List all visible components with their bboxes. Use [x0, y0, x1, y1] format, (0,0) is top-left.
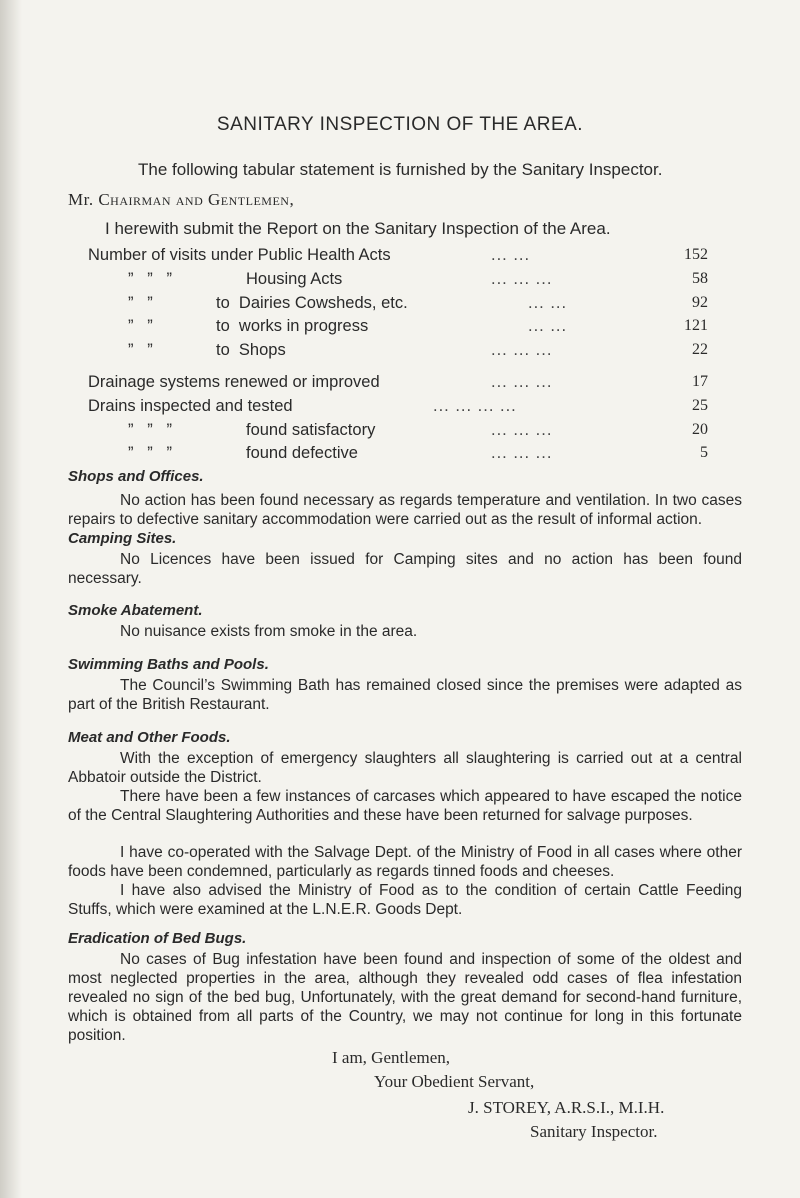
stat-value: 20 — [692, 420, 708, 438]
stat-leader: ... ... ... — [491, 444, 553, 463]
stat-leader: ... ... ... — [491, 269, 553, 288]
stat-value: 58 — [692, 269, 708, 287]
stat-row — [88, 341, 708, 365]
stat-leader: ... ... ... — [491, 420, 553, 439]
page-edge-shadow — [0, 0, 22, 1198]
stat-value: 25 — [692, 396, 708, 414]
paragraph-meat-1: With the exception of emergency slaughters all slaughtering is carried out at a central Abbatoir outside the District. — [68, 750, 742, 786]
section-heading-swimming: Swimming Baths and Pools. — [68, 656, 269, 673]
stat-ditto: ” ” — [128, 341, 153, 360]
paragraph-smoke: No nuisance exists from smoke in the area. — [120, 623, 418, 640]
stat-label: to works in progress — [216, 317, 369, 336]
paragraph-meat-3: I have co-operated with the Salvage Dept. of the Ministry of Food in all cases where other foods have been condemned, particularly as regards tinned foods and cheeses. — [68, 844, 742, 880]
intro-text: The following tabular statement is furnished by the Sanitary Inspector. — [138, 160, 663, 179]
stat-row — [88, 246, 708, 270]
stat-row — [88, 421, 708, 445]
stat-label: found defective — [246, 444, 358, 463]
stat-label: to Shops — [216, 341, 286, 360]
stat-value: 5 — [700, 444, 708, 462]
stat-value: 92 — [692, 293, 708, 311]
salutation-prefix: Mr. — [68, 190, 94, 209]
stat-leader: ... ... — [528, 317, 568, 336]
section-heading-smoke: Smoke Abatement. — [68, 602, 203, 619]
paragraph-shops: No action has been found necessary as regards temperature and ventilation. In two cases repairs to defective sanitary accommodation were carried out as the result of informal action. — [68, 492, 742, 528]
section-heading-camping: Camping Sites. — [68, 530, 177, 547]
salutation — [68, 190, 294, 210]
stat-ditto: ” ” ” — [128, 444, 172, 463]
stat-row — [88, 317, 708, 341]
section-heading-shops: Shops and Offices. — [68, 468, 204, 485]
stat-ditto: ” ” ” — [128, 269, 172, 288]
stat-row — [88, 270, 708, 294]
stat-label: Drainage systems renewed or improved — [88, 372, 380, 391]
signoff-signature: J. STOREY, A.R.S.I., M.I.H. — [468, 1098, 665, 1117]
stat-leader: ... ... — [528, 293, 568, 312]
stat-row — [88, 373, 708, 397]
stat-label: Housing Acts — [246, 269, 343, 288]
salutation-rest: Chairman and Gentlemen, — [98, 190, 295, 209]
paragraph-meat-2: There have been a few instances of carcases which appeared to have escaped the notice of the Central Slaughtering Authorities and these have been returned for salvage purposes. — [68, 788, 742, 824]
signoff-closing: Your Obedient Servant, — [374, 1072, 535, 1091]
stat-value: 17 — [692, 372, 708, 390]
signoff-greeting: I am, Gentlemen, — [332, 1048, 451, 1067]
stat-ditto: ” ” — [128, 317, 153, 336]
paragraph-bugs: No cases of Bug infestation have been found and inspection of some of the oldest and most neglected properties in the area, although they revealed odd cases of flea infestation revealed no sign of the bed bug, Unfortunately, with the great demand for second-hand furniture, which is obtained from all parts of the Country, we may not continue for long in this fortunate position. — [68, 951, 742, 1044]
paragraph-meat-4: I have also advised the Ministry of Food as to the condition of certain Cattle Feeding Stuffs, which were examined at the L.N.E.R. Goods Dept. — [68, 882, 742, 918]
stat-leader: ... ... ... — [491, 341, 553, 360]
stat-row — [88, 397, 708, 421]
stat-row — [88, 294, 708, 318]
submission-text: I herewith submit the Report on the Sanitary Inspection of the Area. — [105, 219, 611, 238]
stat-leader: ... ... ... ... — [433, 396, 517, 415]
paragraph-camping: No Licences have been issued for Camping sites and no action has been found necessary. — [68, 551, 742, 587]
stat-leader: ... ... ... — [491, 372, 553, 391]
page-title: SANITARY INSPECTION OF THE AREA. — [216, 114, 584, 135]
stat-label: found satisfactory — [246, 420, 376, 439]
stat-ditto: ” ” ” — [128, 420, 172, 439]
statistics-table — [88, 246, 708, 468]
stat-label: Number of visits under Public Health Acts — [88, 246, 391, 264]
stat-value: 121 — [684, 317, 708, 335]
stat-value: 22 — [692, 341, 708, 359]
paragraph-swimming: The Council’s Swimming Bath has remained closed since the premises were adapted as part of the British Restaurant. — [68, 677, 742, 713]
stat-label: to Dairies Cowsheds, etc. — [216, 293, 408, 312]
stat-row — [88, 444, 708, 468]
stat-leader: ... ... — [491, 246, 531, 264]
stat-label: Drains inspected and tested — [88, 396, 293, 415]
section-heading-bugs: Eradication of Bed Bugs. — [68, 930, 247, 947]
stat-value: 152 — [684, 246, 708, 263]
section-heading-meat: Meat and Other Foods. — [68, 729, 231, 746]
stat-ditto: ” ” — [128, 293, 153, 312]
signoff-title: Sanitary Inspector. — [530, 1122, 658, 1141]
